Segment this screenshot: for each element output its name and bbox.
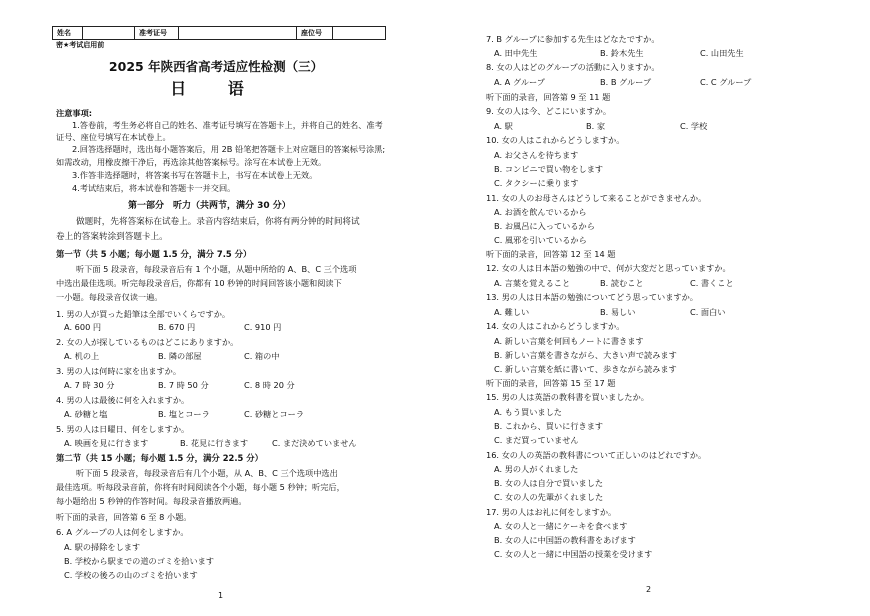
page-number-2: 2 xyxy=(646,585,652,594)
q10-option-a[interactable]: A. お父さんを待ちます xyxy=(494,150,579,160)
page-number-1: 1 xyxy=(218,591,224,600)
q13-option-b[interactable]: B. 易しい xyxy=(600,307,636,317)
q4-option-c[interactable]: C. 砂糖とコーラ xyxy=(244,409,305,419)
q10-stem: 10. 女の人はこれからどうしますか。 xyxy=(486,135,625,145)
q11-option-c[interactable]: C. 風邪を引いているから xyxy=(494,235,587,245)
q11-stem: 11. 女の人のお母さんはどうして来ることができませんか。 xyxy=(486,193,707,203)
q14-option-c[interactable]: C. 新しい言葉を紙に書いて、歩きながら読みます xyxy=(494,364,677,374)
q2-option-b[interactable]: B. 隣の部屋 xyxy=(158,351,202,361)
q15-stem: 15. 男の人は英語の教科書を買いましたか。 xyxy=(486,392,649,402)
q12-stem: 12. 女の人は日本語の勉強の中で、何が大変だと思っていますか。 xyxy=(486,263,731,273)
q17-option-b[interactable]: B. 女の人に中国語の教科書をあげます xyxy=(494,535,636,545)
q12-option-c[interactable]: C. 書くこと xyxy=(690,278,734,288)
q14-option-b[interactable]: B. 新しい言葉を書きながら、大きい声で読みます xyxy=(494,350,677,360)
notes-heading: 注意事项: xyxy=(56,108,93,118)
q5-stem: 5. 男の人は日曜日、何をしますか。 xyxy=(56,424,190,434)
q14-stem: 14. 女の人はこれからどうしますか。 xyxy=(486,321,625,331)
listen-15-17: 听下面的录音，回答第 15 至 17 题 xyxy=(486,378,616,388)
q2-option-c[interactable]: C. 箱の中 xyxy=(244,351,280,361)
q9-option-b[interactable]: B. 家 xyxy=(586,121,606,131)
q9-stem: 9. 女の人は今、どこにいますか。 xyxy=(486,106,612,116)
exam-title: 2025 年陕西省高考适应性检测（三） xyxy=(108,59,324,74)
listen-9-11: 听下面的录音，回答第 9 至 11 题 xyxy=(486,92,611,102)
q9-option-c[interactable]: C. 学校 xyxy=(680,121,708,131)
section2-title: 第二节（共 15 小题；每小题 1.5 分，满分 22.5 分） xyxy=(56,453,264,463)
q9-option-a[interactable]: A. 駅 xyxy=(494,121,513,131)
q2-option-a[interactable]: A. 机の上 xyxy=(64,351,100,361)
part1-intro-1: 做题时，先将答案标在试卷上。录音内容结束后，你将有两分钟的时间将试 xyxy=(76,217,360,227)
q13-option-c[interactable]: C. 面白い xyxy=(690,307,726,317)
q14-option-a[interactable]: A. 新しい言葉を何回もノートに書きます xyxy=(494,336,644,346)
part1-intro-2: 卷上的答案转涂到答题卡上。 xyxy=(56,232,168,242)
q7-option-a[interactable]: A. 田中先生 xyxy=(494,48,538,58)
q16-stem: 16. 女の人の英語の教科書について正しいのはどれですか。 xyxy=(486,450,707,460)
subject-title: 日 语 xyxy=(170,79,262,98)
q2-stem: 2. 女の人が探しているものはどこにありますか。 xyxy=(56,337,239,347)
name-label: 姓名 xyxy=(53,27,83,39)
q11-option-b[interactable]: B. お風呂に入っているから xyxy=(494,221,595,231)
exam-no-field[interactable] xyxy=(179,27,297,39)
seat-field[interactable] xyxy=(333,27,385,39)
q7-stem: 7. B グループに参加する先生はどなたですか。 xyxy=(486,34,660,44)
q17-option-a[interactable]: A. 女の人と一緒にケーキを食べます xyxy=(494,521,628,531)
q15-option-c[interactable]: C. まだ買っていません xyxy=(494,435,579,445)
q4-option-b[interactable]: B. 塩とコーラ xyxy=(158,409,210,419)
q12-option-a[interactable]: A. 言葉を覚えること xyxy=(494,278,571,288)
section2-intro-1: 听下面 5 段录音，每段录音后有几个小题，从 A、B、C 三个选项中选出 xyxy=(76,468,338,478)
q15-option-b[interactable]: B. これから、買いに行きます xyxy=(494,421,604,431)
section1-intro-2: 中选出最佳选项。听完每段录音后，你都有 10 秒钟的时间回答该小题和阅读下 xyxy=(56,278,342,288)
q1-option-b[interactable]: B. 670 円 xyxy=(158,322,196,332)
candidate-info-table xyxy=(52,26,386,40)
note-2b: 如需改动，用橡皮擦干净后，再选涂其他答案标号。涂写在本试卷上无效。 xyxy=(56,157,327,167)
q1-option-a[interactable]: A. 600 円 xyxy=(64,322,102,332)
section2-intro-3: 每小题给出 5 秒钟的作答时间。每段录音播放两遍。 xyxy=(56,496,247,506)
q15-option-a[interactable]: A. もう買いました xyxy=(494,407,562,417)
listen-6-8: 听下面的录音，回答第 6 至 8 小题。 xyxy=(56,512,192,522)
q8-option-c[interactable]: C. C グループ xyxy=(700,77,752,87)
q8-option-b[interactable]: B. B グループ xyxy=(600,77,652,87)
note-4: 4.考试结束后，将本试卷和答题卡一并交回。 xyxy=(72,183,236,193)
q16-option-b[interactable]: B. 女の人は自分で買いました xyxy=(494,478,604,488)
section1-intro-1: 听下面 5 段录音，每段录音后有 1 个小题，从题中所给的 A、B、C 三个选项 xyxy=(76,264,357,274)
listen-12-14: 听下面的录音，回答第 12 至 14 题 xyxy=(486,249,616,259)
q5-option-b[interactable]: B. 花見に行きます xyxy=(180,438,249,448)
q3-option-a[interactable]: A. 7 時 30 分 xyxy=(64,380,115,390)
q17-option-c[interactable]: C. 女の人と一緒に中国語の授業を受けます xyxy=(494,549,653,559)
note-3: 3.作答非选择题时，将答案书写在答题卡上，书写在本试卷上无效。 xyxy=(72,170,318,180)
part1-title: 第一部分 听力（共两节，满分 30 分） xyxy=(128,201,291,211)
note-2a: 2.回答选择题时，选出每小题答案后，用 2B 铅笔把答题卡上对应题目的答案标号涂黑; xyxy=(72,144,386,154)
page-1 xyxy=(0,0,432,616)
section2-intro-2: 最佳选项。听每段录音前，你将有时间阅读各个小题，每小题 5 秒钟；听完后， xyxy=(56,482,345,492)
q6-stem: 6. A グループの人は何をしますか。 xyxy=(56,527,189,537)
q13-stem: 13. 男の人は日本語の勉強についてどう思っていますか。 xyxy=(486,292,698,302)
q6-option-b[interactable]: B. 学校から駅までの道のゴミを拾います xyxy=(64,556,215,566)
q16-option-c[interactable]: C. 女の人の先輩がくれました xyxy=(494,492,604,502)
q8-option-a[interactable]: A. A グループ xyxy=(494,77,545,87)
q3-option-b[interactable]: B. 7 時 50 分 xyxy=(158,380,209,390)
q1-stem: 1. 男の人が買った鉛筆は全部でいくらですか。 xyxy=(56,309,231,319)
q4-option-a[interactable]: A. 砂糖と塩 xyxy=(64,409,108,419)
q6-option-c[interactable]: C. 学校の後ろの山のゴミを拾います xyxy=(64,570,198,580)
secret-tag: 密★考试启用前 xyxy=(56,41,105,49)
seat-label: 座位号 xyxy=(297,27,333,39)
q5-option-a[interactable]: A. 映画を見に行きます xyxy=(64,438,149,448)
section1-intro-3: 一小题。每段录音仅读一遍。 xyxy=(56,292,163,302)
name-field[interactable] xyxy=(83,27,135,39)
q3-stem: 3. 男の人は何時に家を出ますか。 xyxy=(56,366,182,376)
q11-option-a[interactable]: A. お酒を飲んでいるから xyxy=(494,207,587,217)
q7-option-c[interactable]: C. 山田先生 xyxy=(700,48,744,58)
exam-no-label: 准考证号 xyxy=(135,27,179,39)
q7-option-b[interactable]: B. 鈴木先生 xyxy=(600,48,644,58)
q5-option-c[interactable]: C. まだ決めていません xyxy=(272,438,357,448)
page-2 xyxy=(438,0,870,616)
q10-option-c[interactable]: C. タクシーに乗ります xyxy=(494,178,579,188)
section1-title: 第一节（共 5 小题；每小题 1.5 分，满分 7.5 分） xyxy=(56,249,252,259)
q16-option-a[interactable]: A. 男の人がくれました xyxy=(494,464,579,474)
q1-option-c[interactable]: C. 910 円 xyxy=(244,322,282,332)
q17-stem: 17. 男の人はお礼に何をしますか。 xyxy=(486,507,617,517)
q4-stem: 4. 男の人は最後に何を入れますか。 xyxy=(56,395,190,405)
q12-option-b[interactable]: B. 読むこと xyxy=(600,278,644,288)
q8-stem: 8. 女の人はどのグループの活動に入りますか。 xyxy=(486,62,660,72)
q10-option-b[interactable]: B. コンビニで買い物をします xyxy=(494,164,604,174)
note-1b: 证号、座位号填写在本试卷上。 xyxy=(56,132,171,142)
q13-option-a[interactable]: A. 難しい xyxy=(494,307,530,317)
q6-option-a[interactable]: A. 駅の掃除をします xyxy=(64,542,141,552)
q3-option-c[interactable]: C. 8 時 20 分 xyxy=(244,380,295,390)
note-1a: 1.答卷前，考生务必将自己的姓名、准考证号填写在答题卡上，并将自己的姓名、准考 xyxy=(72,120,383,130)
